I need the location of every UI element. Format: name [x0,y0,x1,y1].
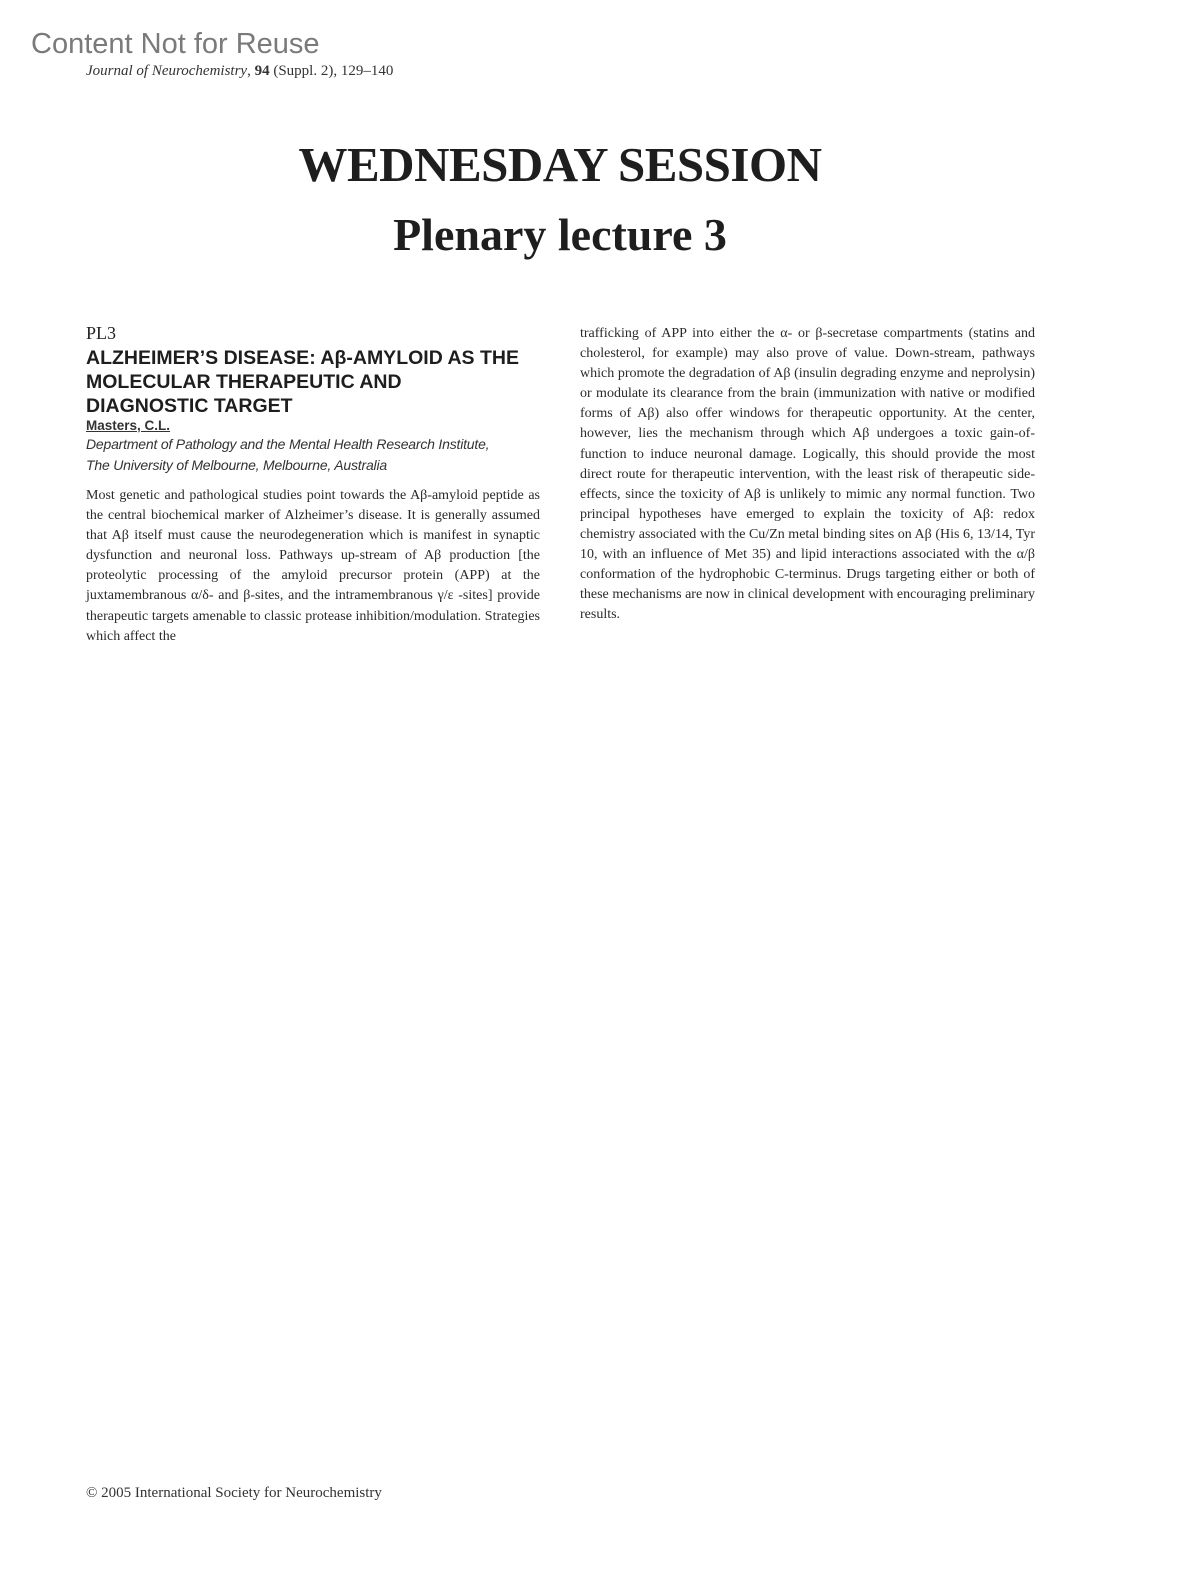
journal-volume: 94 [254,63,270,79]
affiliation-line: Department of Pathology and the Mental Health Research Institute, [86,436,490,452]
journal-details: (Suppl. 2), 129–140 [273,63,394,79]
author: Masters, C.L. [86,418,171,433]
abstract-title-line: ALZHEIMER’S DISEASE: Aβ-AMYLOID AS THE [86,347,519,369]
watermark: Content Not for Reuse [31,28,320,60]
right-column [580,324,1035,625]
affiliation-line: The University of Melbourne, Melbourne, Australia [86,457,387,473]
lecture-title: Plenary lecture 3 [393,209,727,260]
abstract-title-line: DIAGNOSTIC TARGET [86,395,293,417]
journal-citation: Journal of Neurochemistry, 94 (Suppl. 2), 129–140 [86,63,394,79]
abstract-code: PL3 [86,323,117,343]
left-column [86,322,540,647]
affiliation [86,434,540,476]
journal-name: Journal of Neurochemistry [86,63,248,79]
copyright-footer: © 2005 International Society for Neurochemistry [86,1485,382,1501]
abstract-title [86,346,540,418]
abstract-body-right: trafficking of APP into either the α- or β-secretase compartments (statins and cholesterol, for example) may also prove of value. Down-stream, pathways which promote the degradation of Aβ (insulin degrading enzyme and neprolysin) or modulate its clearance from the brain (immunization with native or modified forms of Aβ) also offer windows for therapeutic opportunity. At the center, however, lies the mechanism through which Aβ undergoes a toxic gain-of-function to induce neuronal damage. Logically, this should provide the most direct route for therapeutic intervention, with the least risk of therapeutic side-effects, since the toxicity of Aβ is unlikely to mimic any normal function. Two principal hypotheses have emerged to explain the toxicity of Aβ: redox chemistry associated with the Cu/Zn metal binding sites on Aβ (His 6, 13/14, Tyr 10, with an influence of Met 35) and lipid interactions associated with the α/β conformation of the hydrophobic C-terminus. Drugs targeting either or both of these mechanisms are now in clinical development with encouraging preliminary results. [580,326,1035,623]
abstract-title-line: MOLECULAR THERAPEUTIC AND [86,371,402,393]
session-title: WEDNESDAY SESSION [298,137,822,192]
abstract-body-left: Most genetic and pathological studies point towards the Aβ-amyloid peptide as the central biochemical marker of Alzheimer’s disease. It is generally assumed that Aβ itself must cause the neurodegeneration which is manifest in synaptic dysfunction and neuronal loss. Pathways up-stream of Aβ production [the proteolytic processing of the amyloid precursor protein (APP) at the juxtamembranous α/δ- and β-sites, and the intramembranous γ/ε -sites] provide therapeutic targets amenable to classic protease inhibition/modulation. Strategies which affect the [86,488,540,644]
